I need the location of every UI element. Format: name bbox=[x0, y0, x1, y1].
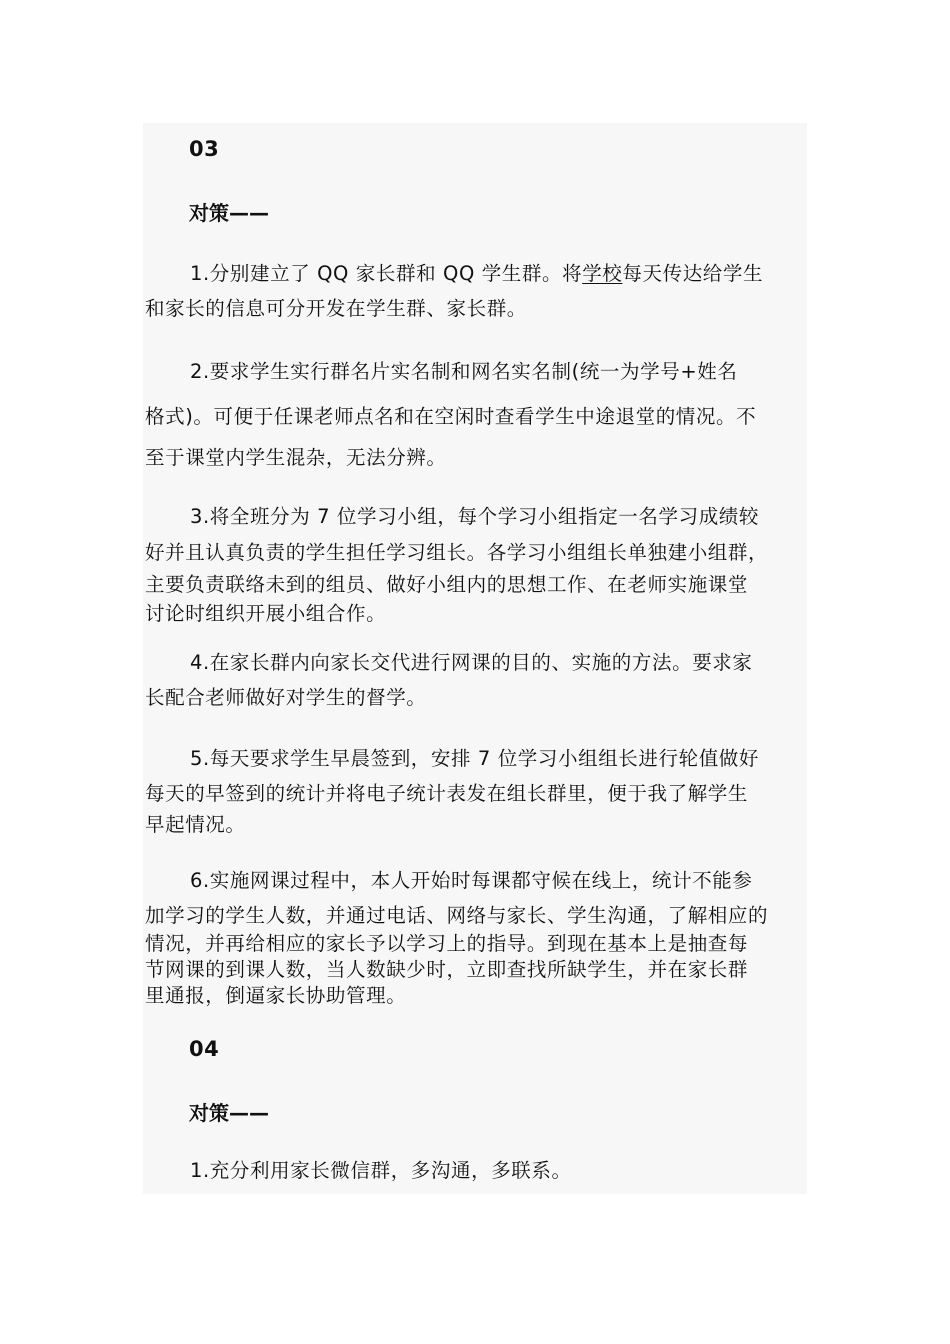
paragraph-line: 1.充分利用家长微信群，多沟通，多联系。 bbox=[190, 1159, 572, 1182]
text-span: 每天传达给学生 bbox=[622, 262, 764, 285]
paragraph-line: 5.每天要求学生早晨签到，安排 7 位学习小组组长进行轮值做好 bbox=[190, 747, 760, 770]
paragraph-line: 4.在家长群内向家长交代进行网课的目的、实施的方法。要求家 bbox=[190, 651, 753, 674]
section-number: 04 bbox=[189, 1037, 220, 1061]
paragraph-line: 格式)。可便于任课老师点名和在空闲时查看学生中途退堂的情况。不 bbox=[145, 405, 757, 428]
paragraph-line: 3.将全班分为 7 位学习小组，每个学习小组指定一名学习成绩较 bbox=[190, 505, 760, 528]
paragraph-line: 加学习的学生人数，并通过电话、网络与家长、学生沟通，了解相应的 bbox=[145, 904, 769, 927]
paragraph-item-6 bbox=[145, 862, 768, 1009]
section-number: 03 bbox=[189, 137, 220, 161]
paragraph-line: 至于课堂内学生混杂，无法分辨。 bbox=[145, 446, 447, 469]
paragraph-line: 情况，并再给相应的家长予以学习上的指导。到现在基本上是抽查每 bbox=[145, 932, 749, 955]
paragraph-line: 早起情况。 bbox=[145, 813, 246, 836]
section-title: 对策—— bbox=[189, 1101, 269, 1125]
paragraph-line: 里通报，倒逼家长协助管理。 bbox=[145, 984, 407, 1007]
paragraph-line bbox=[145, 256, 763, 291]
paragraph-line: 讨论时组织开展小组合作。 bbox=[145, 602, 387, 625]
paragraph-item-2 bbox=[145, 348, 756, 478]
paragraph-line: 每天的早签到的统计并将电子统计表发在组长群里，便于我了解学生 bbox=[145, 782, 749, 805]
paragraph-item-5 bbox=[145, 740, 759, 839]
paragraph-item-1 bbox=[145, 256, 763, 326]
paragraph-line: 好并且认真负责的学生担任学习组长。各学习小组组长单独建小组群， bbox=[145, 541, 769, 564]
paragraph-line: 主要负责联络未到的组员、做好小组内的思想工作、在老师实施课堂 bbox=[145, 573, 749, 596]
section-title: 对策—— bbox=[189, 201, 269, 225]
paragraph-line: 长配合老师做好对学生的督学。 bbox=[145, 686, 427, 709]
paragraph-line: 2.要求学生实行群名片实名制和网名实名制(统一为学号+姓名 bbox=[190, 360, 738, 383]
paragraph-item-3 bbox=[145, 498, 768, 628]
paragraph-line: 节网课的到课人数，当人数缺少时，立即查找所缺学生，并在家长群 bbox=[145, 958, 749, 981]
paragraph-line: 和家长的信息可分开发在学生群、家长群。 bbox=[145, 297, 527, 320]
paragraph-item-4 bbox=[145, 645, 753, 715]
school-link[interactable]: 学校 bbox=[582, 262, 623, 285]
paragraph-line: 6.实施网课过程中，本人开始时每课都守候在线上，统计不能参 bbox=[190, 869, 753, 892]
paragraph-item-1 bbox=[145, 1155, 572, 1187]
text-span: 1.分别建立了 QQ 家长群和 QQ 学生群。将 bbox=[190, 262, 583, 285]
